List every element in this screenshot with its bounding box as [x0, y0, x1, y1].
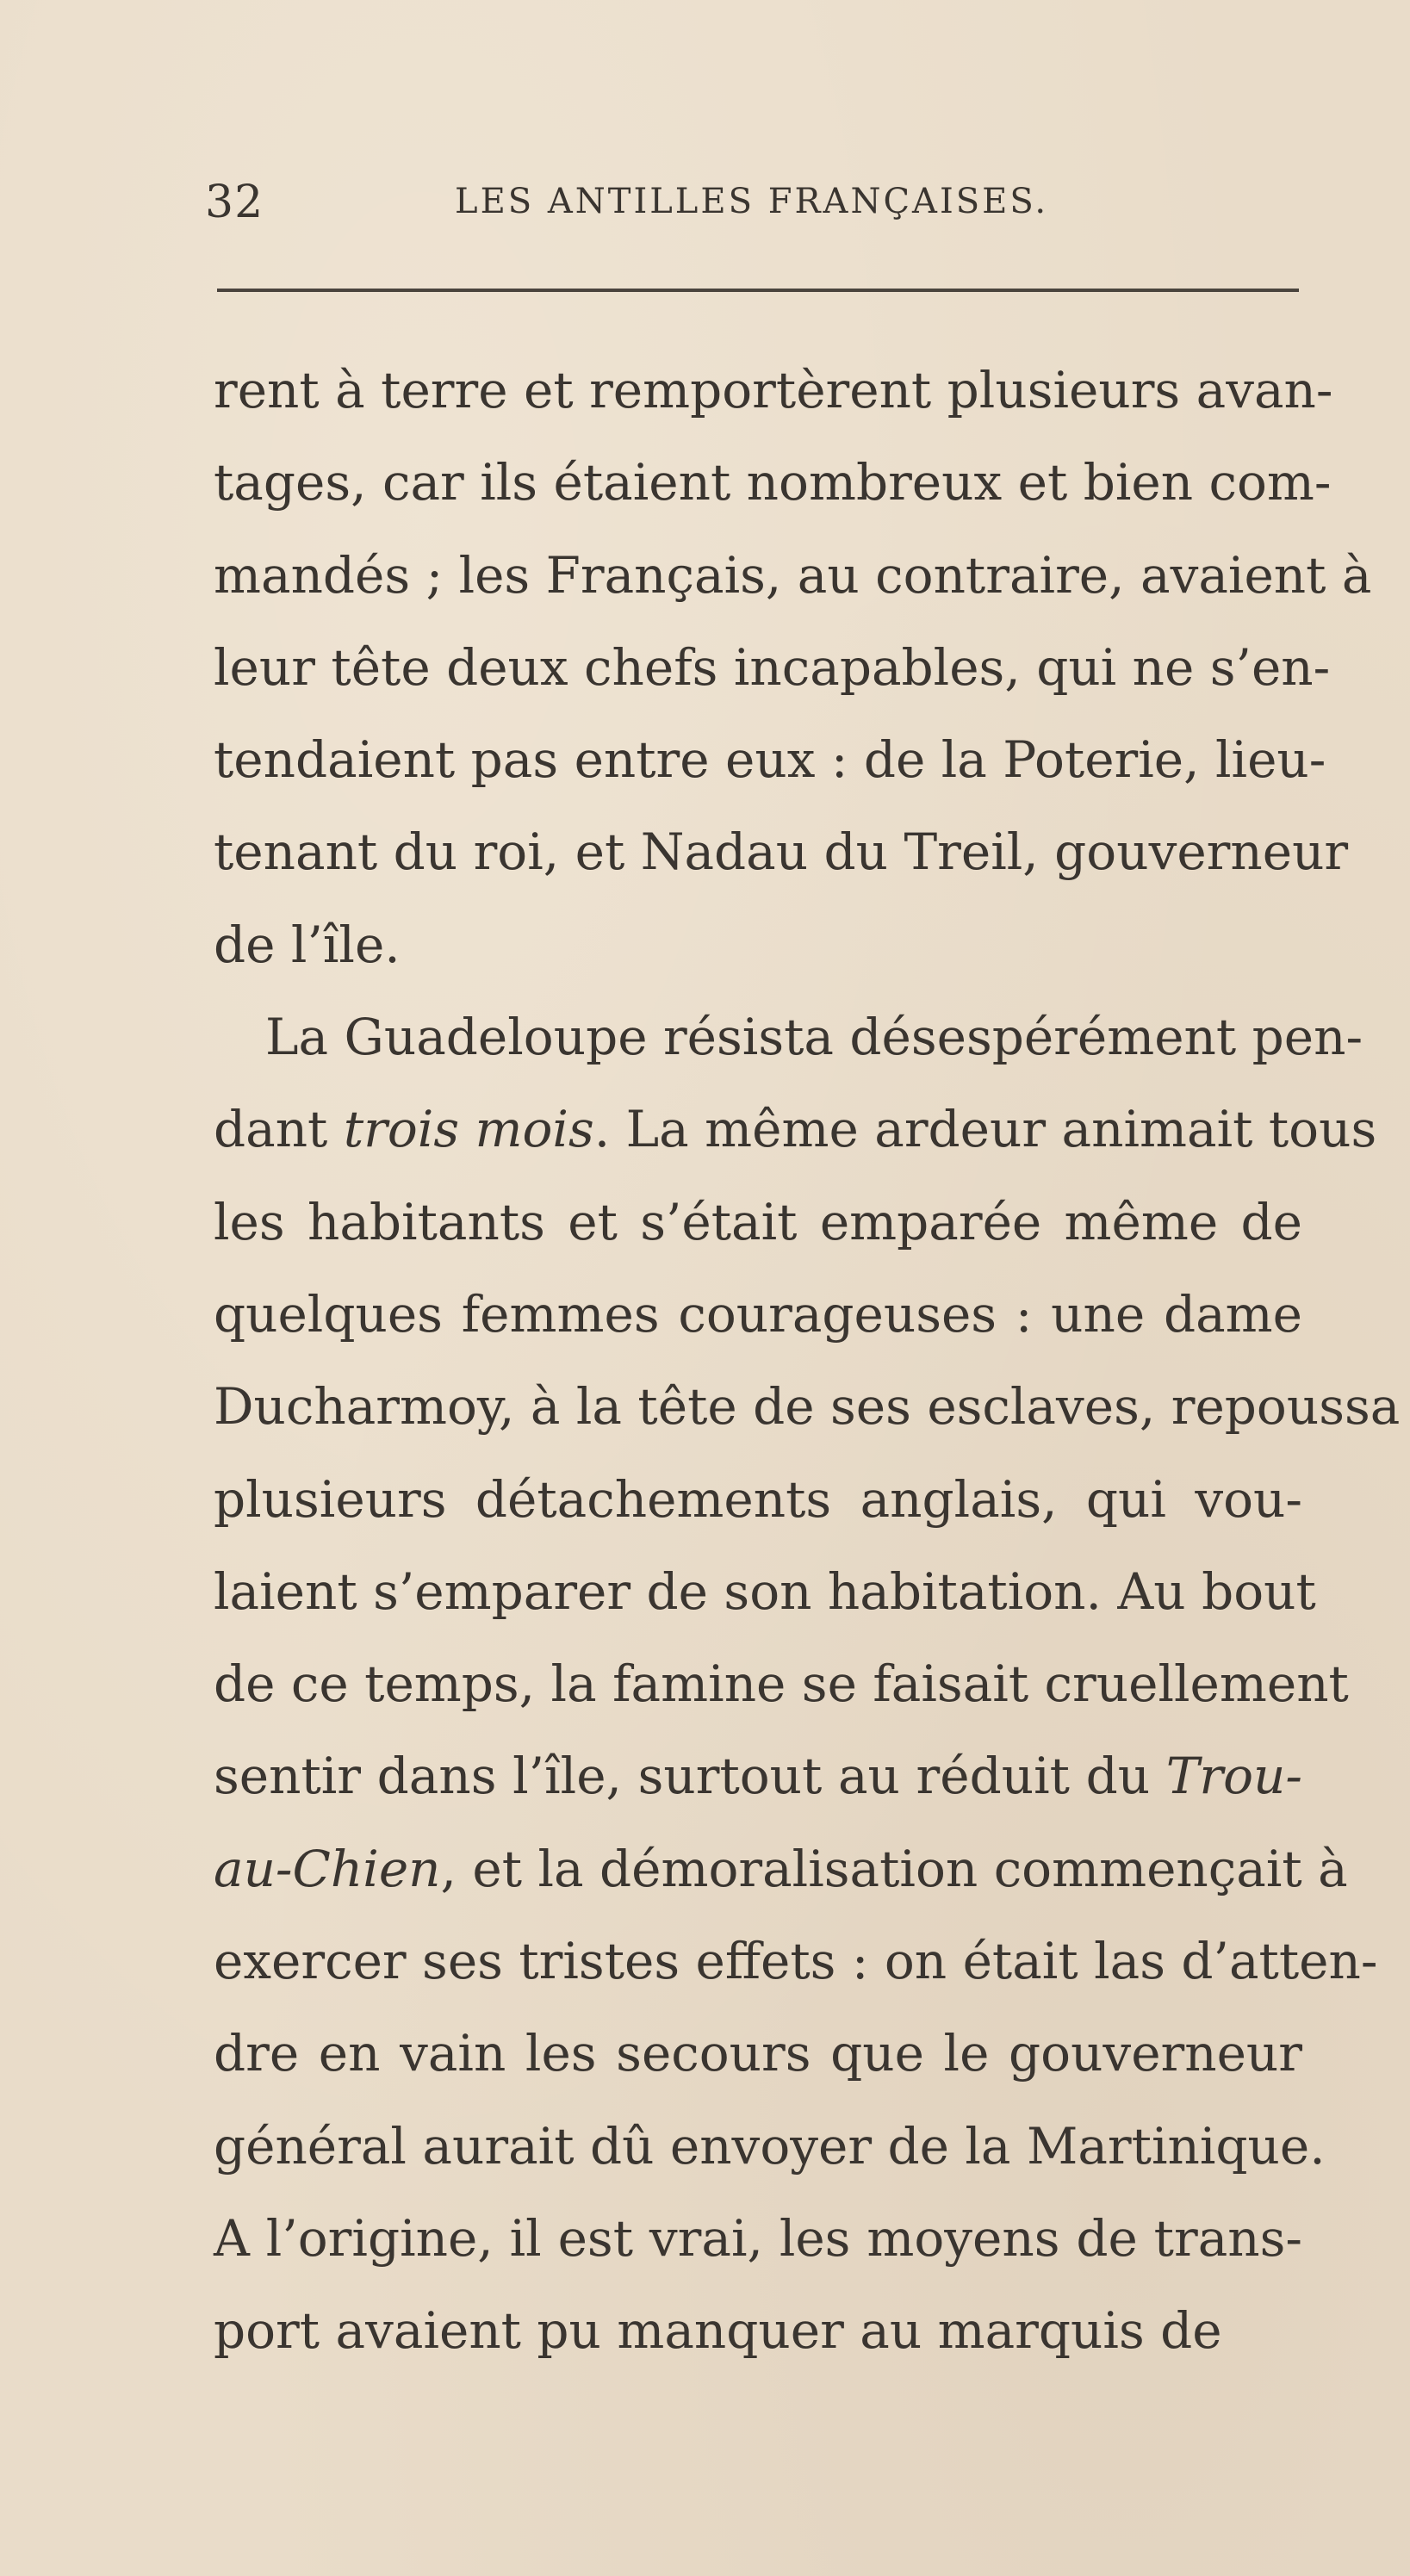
text-segment: exercer ses tristes effets : on était las d’atten- — [214, 1932, 1378, 1991]
text-line — [214, 437, 1332, 529]
text-line — [214, 714, 1326, 806]
text-line — [214, 1546, 1316, 1638]
text-segment: sentir dans l’île, surtout au réduit du — [214, 1747, 1166, 1806]
text-segment: La Guadeloupe résista désespérément pen- — [265, 1008, 1363, 1067]
text-segment: de ce temps, la famine se faisait cruellement — [214, 1654, 1349, 1714]
text-line — [214, 1454, 1302, 1546]
text-line — [214, 899, 1302, 991]
text-segment: A l’origine, il est vrai, les moyens de trans- — [214, 2208, 1302, 2268]
text-line — [214, 530, 1372, 622]
text-segment: quelques femmes courageuses : une dame — [214, 1284, 1302, 1344]
text-segment: tenant du roi, et Nadau du Treil, gouverneur — [214, 822, 1349, 882]
text-line — [214, 1915, 1378, 2008]
text-line — [214, 2193, 1302, 2285]
text-segment: Ducharmoy, à la tête de ses esclaves, repoussa — [214, 1377, 1401, 1437]
text-segment: mandés ; les Français, au contraire, avaient à — [214, 545, 1372, 605]
text-line — [214, 2101, 1326, 2193]
text-segment: les habitants et s’était emparée même de — [214, 1192, 1302, 1251]
page-number: 32 — [205, 177, 264, 228]
text-segment: rent à terre et remportèrent plusieurs avan- — [214, 361, 1333, 419]
page-header — [0, 177, 1410, 237]
text-segment: tages, car ils étaient nombreux et bien com- — [214, 453, 1332, 512]
text-line — [214, 1176, 1302, 1269]
running-title: LES ANTILLES FRANÇAISES. — [455, 182, 1049, 221]
text-segment: port avaient pu manquer au marquis de — [214, 2301, 1222, 2361]
body-text — [214, 345, 1401, 2378]
text-line — [214, 345, 1333, 437]
text-line — [214, 1269, 1302, 1361]
text-line — [214, 1730, 1302, 1822]
header-rule — [217, 289, 1299, 292]
text-line — [214, 622, 1331, 714]
italic-text: trois mois — [343, 1100, 594, 1159]
text-segment: . La même ardeur animait tous — [593, 1100, 1377, 1159]
text-segment: général aurait dû envoyer de la Martinique. — [214, 2116, 1326, 2176]
text-line — [214, 1083, 1377, 1176]
text-segment: dre en vain les secours que le gouverneur — [214, 2024, 1302, 2083]
text-line — [214, 1823, 1348, 1915]
italic-text: au-Chien — [214, 1839, 441, 1898]
text-segment: dant — [214, 1100, 344, 1159]
text-segment: leur tête deux chefs incapables, qui ne s’en- — [214, 637, 1331, 697]
italic-text: Trou- — [1165, 1747, 1302, 1806]
text-line — [214, 2285, 1302, 2377]
text-segment: , et la démoralisation commençait à — [440, 1839, 1348, 1898]
text-line — [214, 1361, 1401, 1453]
text-line — [214, 991, 1363, 1083]
text-line — [214, 1638, 1349, 1730]
text-line — [214, 806, 1349, 898]
text-segment: de l’île. — [214, 915, 401, 974]
text-line — [214, 2008, 1302, 2100]
text-segment: plusieurs détachements anglais, qui vou- — [214, 1469, 1302, 1529]
text-segment: tendaient pas entre eux : de la Poterie, lieu- — [214, 730, 1326, 790]
text-segment: laient s’emparer de son habitation. Au bout — [214, 1561, 1316, 1621]
